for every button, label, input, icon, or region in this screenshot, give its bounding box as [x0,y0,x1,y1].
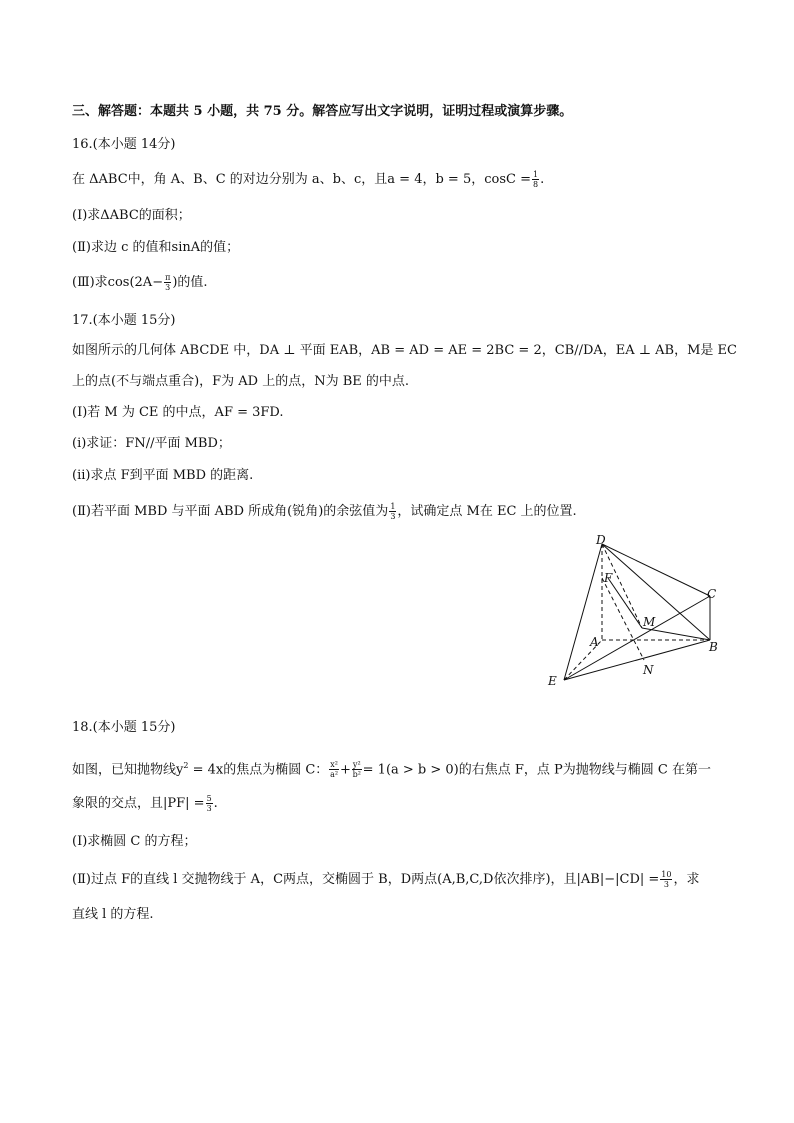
q18-part2-end: ，求 [673,872,700,887]
label-E: E [548,674,557,688]
q17-part1: (Ⅰ)若 M 为 CE 的中点，AF = 3FD. [72,405,284,420]
fraction-numerator: 1 [532,170,539,179]
q16-part2: (Ⅱ)求边 c 的值和sinA的值； [72,240,240,255]
q18-pf-fraction [206,794,213,813]
edge-DB [602,544,710,640]
q18-pf-end: . [213,796,218,811]
fraction-denominator: a² [330,770,339,780]
q18-stem-text-2: = 4x的焦点为椭圆 C： [188,762,329,778]
q17-part1-ii: (ii)求点 F到平面 MBD 的距离. [72,468,254,483]
ellipse-x-term [329,760,339,779]
fraction-numerator: 1 [390,502,396,511]
fraction-denominator: 3 [165,283,171,292]
segment-FN [602,578,644,660]
segment-FM [608,578,642,628]
label-M: M [643,615,656,629]
ellipse-y-term [352,760,362,779]
geometry-figure [540,530,730,695]
q17-part2-end: ，试确定点 M在 EC 上的位置. [397,504,577,519]
q17-stem-line2: 上的点(不与端点重合)，F为 AD 上的点，N为 BE 的中点. [72,374,410,389]
label-N: N [643,663,654,677]
q18-pf-text: 象限的交点，且|PF| = [72,796,205,811]
fraction-numerator: π [165,273,171,282]
q17-part2-text: (Ⅱ)若平面 MBD 与平面 ABD 所成角(锐角)的余弦值为 [72,504,389,519]
q18-part2-line2: 直线 l 的方程. [72,907,154,922]
q16-heading: 16.(本小题 14分) [72,137,176,152]
q16-part1: (Ⅰ)求ΔABC的面积； [72,208,191,223]
q18-stem-line1 [72,756,711,780]
fraction-numerator: x² [330,760,339,770]
section-heading: 三、解答题：本题共 5 小题，共 75 分。解答应写出文字说明，证明过程或演算步骤。 [72,104,573,119]
segment-MB [642,628,710,640]
q16-stem [72,170,544,190]
q16-part3 [72,273,208,293]
fraction-denominator: b² [352,770,361,780]
q17-heading: 17.(本小题 15分) [72,313,176,328]
q16-part3-end: )的值. [172,275,208,290]
label-D: D [596,533,606,547]
fraction-denominator: 3 [390,512,396,521]
label-C: C [707,587,717,601]
exponent: 2 [183,761,189,770]
q18-ab-cd-fraction [660,870,672,889]
fraction-numerator: y² [352,760,361,770]
q18-part2-text: (Ⅱ)过点 F的直线 l 交抛物线于 A，C两点，交椭圆于 B，D两点(A,B,C,D依次排序)，且|AB|−|CD| = [72,872,660,887]
q16-pi-fraction [164,273,171,292]
q16-stem-text: 在 ΔABC中，角 A、B、C 的对边分别为 a、b、c，且a = 4，b = 5，cosC = [72,172,531,187]
q16-stem-end: . [540,172,545,187]
q17-part1-i: (i)求证：FN//平面 MBD； [72,436,231,451]
edge-EC [564,596,710,680]
segment-DM [602,544,642,628]
fraction-numerator: 5 [206,794,212,803]
label-A: A [590,635,599,649]
fraction-denominator: 3 [663,880,669,889]
q18-heading: 18.(本小题 15分) [72,720,176,735]
label-F: F [604,571,613,585]
q18-stem-text-3: = 1(a > b > 0)的右焦点 F，点 P为抛物线与椭圆 C 在第一 [362,762,711,778]
plus-sign: + [340,762,351,778]
fraction-denominator: 3 [206,804,212,813]
q18-stem-text: 如图，已知抛物线y [72,762,184,778]
fraction-denominator: 8 [532,180,539,189]
q18-part1: (Ⅰ)求椭圆 C 的方程； [72,834,197,849]
q17-part2 [72,502,577,522]
label-B: B [709,640,718,654]
q18-stem-line2 [72,794,218,814]
q17-cos-fraction [389,502,396,521]
fraction-numerator: 10 [661,870,672,879]
edge-DC [602,544,710,596]
edge-DE [564,544,602,680]
q16-part3-text: (Ⅲ)求cos(2A− [72,275,164,290]
q16-cos-fraction [532,170,539,189]
q17-stem-line1: 如图所示的几何体 ABCDE 中，DA ⊥ 平面 EAB，AB = AD = AE = 2BC = 2，CB//DA，EA ⊥ AB，M是 EC [72,343,737,358]
q18-part2 [72,870,699,890]
edge-EB [564,640,710,680]
